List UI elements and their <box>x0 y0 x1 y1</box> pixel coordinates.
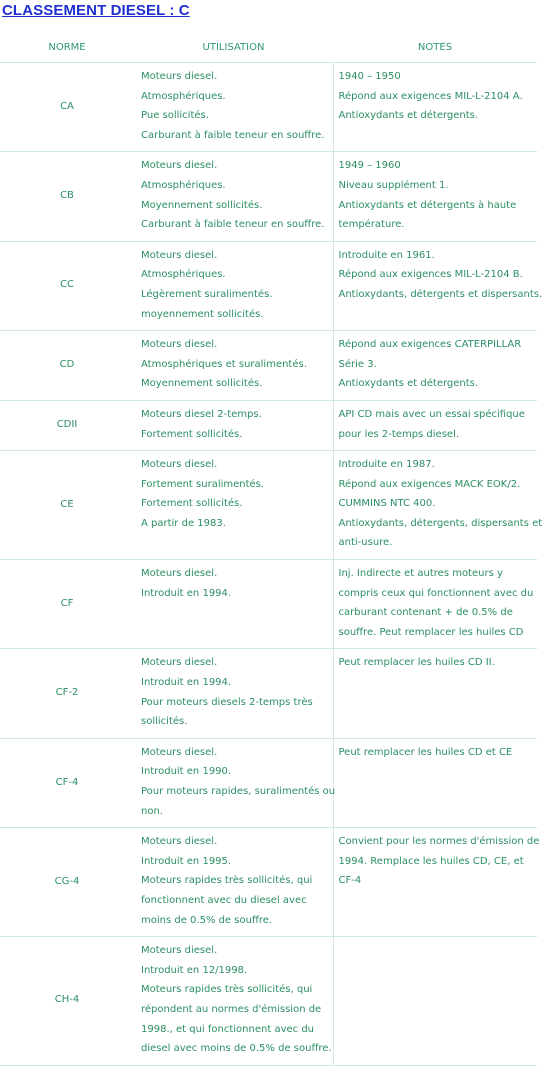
notes-line: Peut remplacer les huiles CD II. <box>338 657 495 669</box>
cell-norme: CC <box>0 241 134 330</box>
utilisation-line: A partir de 1983. <box>141 517 226 529</box>
notes-line: température. <box>338 219 405 231</box>
cell-notes <box>333 738 537 827</box>
cell-notes <box>333 560 537 649</box>
utilisation-line: Introduit en 1994. <box>141 587 232 599</box>
utilisation-line: Légèrement suralimentés. <box>141 288 273 300</box>
notes-line: CUMMINS NTC 400. <box>338 498 436 510</box>
utilisation-line: Moteurs rapides très sollicités, qui <box>141 875 313 887</box>
header-norme: NORME <box>0 32 134 63</box>
cell-utilisation <box>134 241 333 330</box>
cell-notes <box>333 152 537 241</box>
table-row <box>0 937 537 1066</box>
cell-utilisation <box>134 738 336 827</box>
utilisation-line: Fortement sollicités. <box>141 498 243 510</box>
utilisation-line: Moyennement sollicités. <box>141 199 263 211</box>
classification-table <box>0 32 543 1066</box>
notes-line: Antioxydants et détergents. <box>338 110 479 122</box>
utilisation-line: fonctionnent avec du diesel avec <box>141 894 307 906</box>
notes-line: Antioxydants, détergents, dispersants et <box>338 517 543 529</box>
notes-line: compris ceux qui fonctionnent avec du <box>338 587 534 599</box>
notes-line: 1940 – 1950 <box>338 71 401 82</box>
notes-line: Introduite en 1961. <box>338 249 435 261</box>
cell-notes <box>333 241 543 330</box>
cell-norme: CB <box>0 152 134 241</box>
cell-notes <box>333 63 537 152</box>
table-row <box>0 400 537 450</box>
cell-norme: CA <box>0 63 134 152</box>
cell-notes <box>333 400 537 450</box>
cell-norme: CF-4 <box>0 738 134 827</box>
cell-norme: CF-2 <box>0 649 134 738</box>
cell-utilisation <box>134 63 333 152</box>
notes-line: Répond aux exigences MIL-L-2104 A. <box>338 90 523 102</box>
utilisation-line: moins de 0.5% de souffre. <box>141 914 273 926</box>
utilisation-line: Carburant à faible teneur en souffre. <box>141 219 325 231</box>
notes-line: Peut remplacer les huiles CD et CE <box>338 746 513 758</box>
notes-line: Série 3. <box>338 358 377 370</box>
notes-line: pour les 2-temps diesel. <box>338 428 460 440</box>
utilisation-line: Fortement sollicités. <box>141 428 243 440</box>
table-row <box>0 560 537 649</box>
utilisation-line: Introduit en 1990. <box>141 766 232 778</box>
utilisation-line: 1998., et qui fonctionnent avec du <box>141 1023 314 1035</box>
table-row <box>0 63 537 152</box>
utilisation-line: Introduit en 1995. <box>141 855 232 867</box>
page-title[interactable]: CLASSEMENT DIESEL : C <box>2 2 190 19</box>
notes-line: CF-4 <box>338 875 362 887</box>
cell-norme: CG-4 <box>0 828 134 937</box>
cell-utilisation <box>134 560 333 649</box>
cell-notes <box>333 451 543 560</box>
utilisation-line: Atmosphériques. <box>141 269 226 281</box>
utilisation-line: Atmosphériques et suralimentés. <box>141 358 307 370</box>
utilisation-line: moyennement sollicités. <box>141 308 264 320</box>
utilisation-line: Moteurs diesel. <box>141 836 218 848</box>
utilisation-line: Moteurs diesel. <box>141 568 218 580</box>
utilisation-line: répondent au normes d'émission de <box>141 1003 322 1015</box>
cell-notes <box>333 331 537 401</box>
utilisation-line: Moteurs diesel 2-temps. <box>141 408 262 420</box>
utilisation-line: Moteurs diesel. <box>141 459 218 471</box>
cell-utilisation <box>134 649 333 738</box>
table-body <box>0 63 543 1066</box>
cell-notes <box>333 828 540 937</box>
utilisation-line: Introduit en 12/1998. <box>141 964 248 976</box>
notes-line: anti-usure. <box>338 537 393 549</box>
cell-norme: CDII <box>0 400 134 450</box>
utilisation-line: Carburant à faible teneur en souffre. <box>141 129 325 141</box>
notes-line: Antioxydants et détergents. <box>338 378 479 390</box>
cell-notes <box>333 649 537 738</box>
table-header-row <box>0 32 537 63</box>
header-notes: NOTES <box>333 32 537 63</box>
cell-norme: CF <box>0 560 134 649</box>
notes-line: Antioxydants et détergents à haute <box>338 199 517 211</box>
table-row <box>0 451 537 560</box>
cell-utilisation <box>134 400 333 450</box>
utilisation-line: Pour moteurs rapides, suralimentés ou <box>141 786 336 797</box>
utilisation-line: Moteurs diesel. <box>141 249 218 261</box>
notes-line: Répond aux exigences MACK EOK/2. <box>338 478 521 490</box>
cell-norme: CD <box>0 331 134 401</box>
cell-norme: CE <box>0 451 134 560</box>
cell-utilisation <box>134 152 333 241</box>
utilisation-line: Moteurs diesel. <box>141 746 218 758</box>
cell-utilisation <box>134 331 333 401</box>
utilisation-line: Moteurs diesel. <box>141 71 218 82</box>
utilisation-line: Pour moteurs diesels 2-temps très <box>141 696 313 708</box>
utilisation-line: Atmosphériques. <box>141 179 226 191</box>
table-row <box>0 152 537 241</box>
table-row <box>0 828 537 937</box>
header-utilisation: UTILISATION <box>134 32 333 63</box>
table-row <box>0 241 537 330</box>
notes-line: Répond aux exigences MIL-L-2104 B. <box>338 269 523 281</box>
table-row <box>0 331 537 401</box>
cell-notes <box>333 937 537 1066</box>
notes-line: Antioxydants, détergents et dispersants. <box>338 288 543 300</box>
notes-line: 1949 – 1960 <box>338 160 401 172</box>
utilisation-line: Introduit en 1994. <box>141 677 232 689</box>
cell-norme: CH-4 <box>0 937 134 1066</box>
utilisation-line: sollicités. <box>141 716 188 728</box>
utilisation-line: Fortement suralimentés. <box>141 478 265 490</box>
notes-line: API CD mais avec un essai spécifique <box>338 408 525 420</box>
notes-line: 1994. Remplace les huiles CD, CE, et <box>338 855 524 867</box>
notes-line: Niveau supplément 1. <box>338 179 449 191</box>
utilisation-line: Atmosphériques. <box>141 90 226 102</box>
utilisation-line: Moyennement sollicités. <box>141 378 263 390</box>
cell-utilisation <box>134 828 333 937</box>
utilisation-line: Moteurs diesel. <box>141 657 218 669</box>
notes-line: Convient pour les normes d'émission de <box>338 836 540 848</box>
utilisation-line: Moteurs rapides très sollicités, qui <box>141 984 313 996</box>
notes-line: souffre. Peut remplacer les huiles CD <box>338 626 524 638</box>
utilisation-line: Moteurs diesel. <box>141 160 218 172</box>
notes-line: Inj. Indirecte et autres moteurs y <box>338 568 503 580</box>
notes-line: carburant contenant + de 0.5% de <box>338 607 513 619</box>
utilisation-line: diesel avec moins de 0.5% de souffre. <box>141 1043 332 1055</box>
cell-utilisation <box>134 937 333 1066</box>
notes-line: Répond aux exigences CATERPILLAR <box>338 339 522 351</box>
utilisation-line: Pue sollicités. <box>141 110 209 122</box>
utilisation-line: Moteurs diesel. <box>141 339 218 351</box>
utilisation-line: Moteurs diesel. <box>141 945 218 957</box>
notes-line: Introduite en 1987. <box>338 459 435 471</box>
cell-utilisation <box>134 451 333 560</box>
utilisation-line: non. <box>141 805 163 817</box>
table-row <box>0 738 537 827</box>
table-row <box>0 649 537 738</box>
